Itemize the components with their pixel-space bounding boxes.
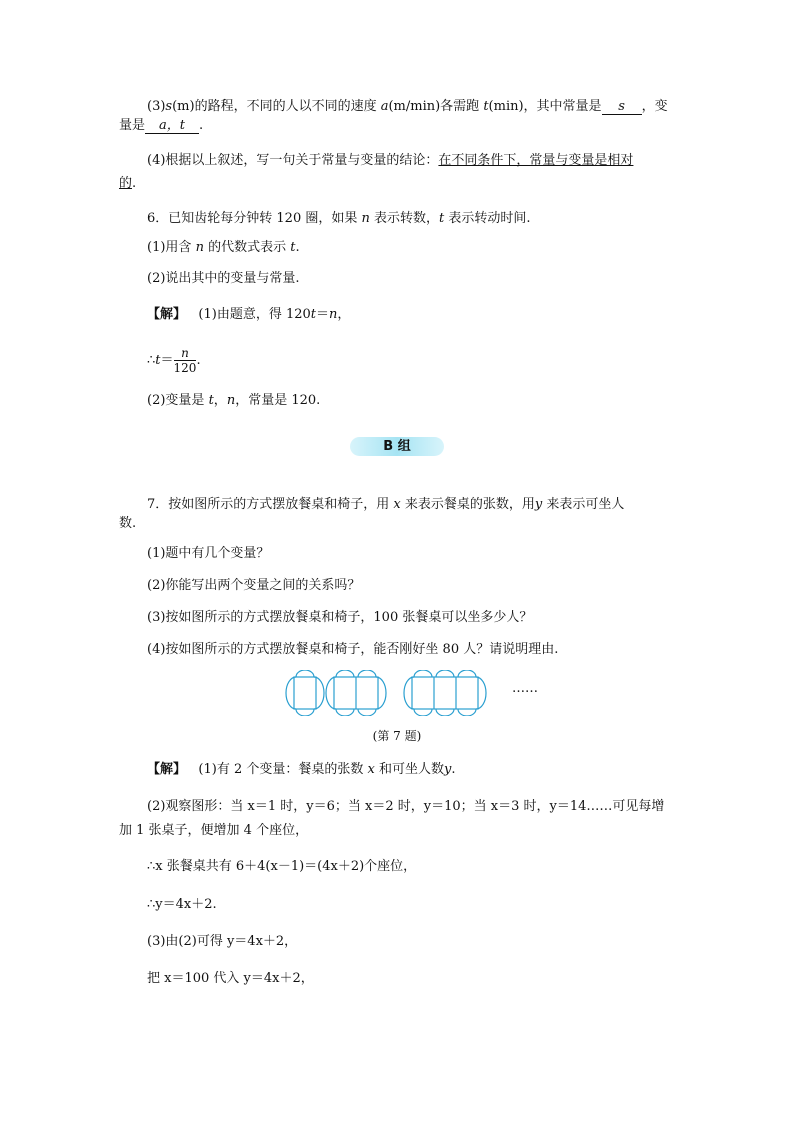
q6-solution-2: ∴t＝ $\frac{n}{120}$ . [147, 346, 201, 375]
figure-caption: (第 7 题) [372, 729, 422, 743]
q7-solution-2b: 加 1 张桌子，便增加 4 个座位， [119, 823, 309, 838]
const-answer: s [602, 100, 642, 115]
q7-solution-3a: (3)由(2)可得 y＝4x＋2， [147, 934, 298, 949]
table-group-1 [286, 670, 324, 716]
q6-stem: 6．已知齿轮每分钟转 120 圈，如果 n 表示转数，t 表示转动时间. [147, 211, 531, 226]
q7-solution-2a: (2)观察图形：当 x＝1 时，y＝6；当 x＝2 时，y＝10；当 x＝3 时，y＝14……可见每增 [147, 799, 665, 814]
q5-part3-line1: (3)s(m)的路程，不同的人以不同的速度 a(m/min)各需跑 t(min)，其中常量是 s ，变 [147, 99, 668, 114]
q7-stem-line2: 数. [119, 516, 137, 531]
q5-part3-line2: 量是 a，t . [119, 118, 204, 133]
q5-part4-line2: 的. [119, 176, 137, 191]
q6-solution-1: 【解】 (1)由题意，得 120t＝n， [147, 307, 351, 322]
q6-solution-3: (2)变量是 t，n，常量是 120. [147, 393, 321, 408]
figure-ellipsis: …… [512, 681, 538, 696]
q7-solution-3b: 把 x＝100 代入 y＝4x＋2， [147, 971, 314, 986]
q7-sub4: (4)按如图所示的方式摆放餐桌和椅子，能否刚好坐 80 人？请说明理由. [147, 642, 559, 657]
q7-sub1: (1)题中有几个变量？ [147, 546, 270, 561]
solution-tag: 【解】 [147, 307, 187, 322]
var-answer: a，t [145, 119, 199, 134]
tables-figure [284, 670, 544, 716]
q7-stem-line1: 7．按如图所示的方式摆放餐桌和椅子，用 x 来表示餐桌的张数，用y 来表示可坐人 [147, 497, 625, 512]
q7-solution-2c: ∴x 张餐桌共有 6＋4(x－1)＝(4x＋2)个座位， [147, 859, 417, 874]
solution-tag: 【解】 [147, 762, 187, 777]
group-b-badge: B 组 [350, 437, 444, 456]
fraction: $\frac{n}{120}$ [173, 346, 197, 375]
q7-sub3: (3)按如图所示的方式摆放餐桌和椅子，100 张餐桌可以坐多少人？ [147, 610, 533, 625]
q7-sub2: (2)你能写出两个变量之间的关系吗？ [147, 578, 361, 593]
q7-solution-1: 【解】 (1)有 2 个变量：餐桌的张数 x 和可坐人数y. [147, 762, 456, 777]
q5-part4-line1: (4)根据以上叙述，写一句关于常量与变量的结论：在不同条件下，常量与变量是相对 [147, 153, 634, 168]
table-group-3 [404, 670, 486, 716]
q6-sub1: (1)用含 n 的代数式表示 t. [147, 240, 300, 255]
q6-sub2: (2)说出其中的变量与常量. [147, 271, 300, 286]
table-group-2 [326, 670, 386, 716]
q7-solution-2d: ∴y＝4x＋2. [147, 897, 217, 912]
